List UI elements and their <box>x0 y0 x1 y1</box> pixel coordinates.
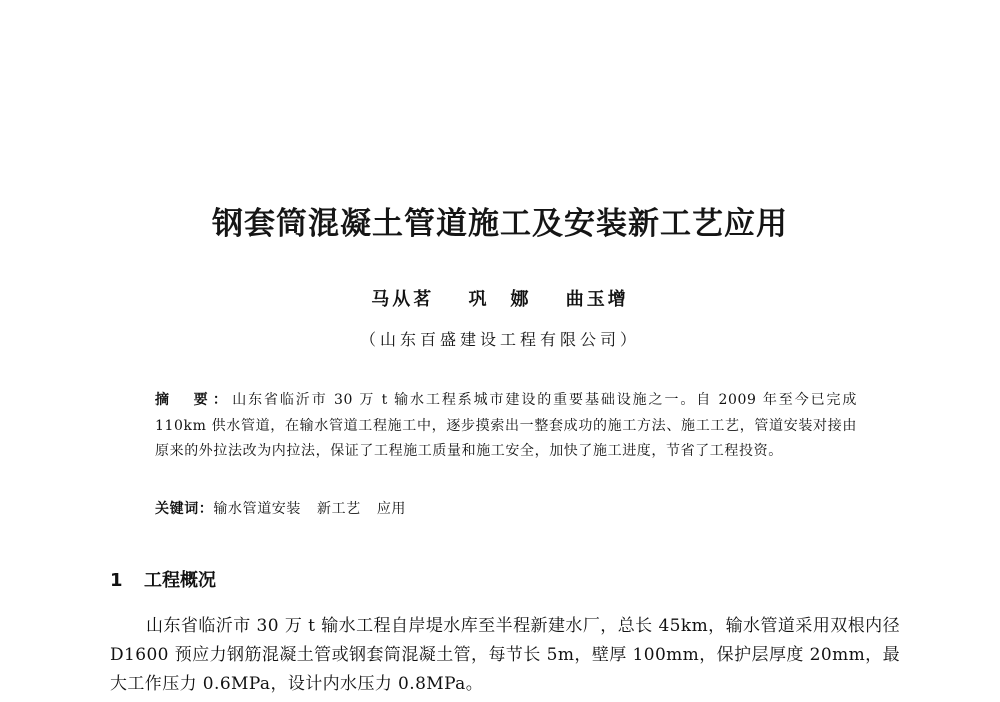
section-number: 1 <box>110 570 123 591</box>
paper-title: 钢套筒混凝土管道施工及安装新工艺应用 <box>212 206 788 242</box>
keyword: 新工艺 <box>317 501 361 517</box>
keyword: 输水管道安装 <box>213 501 302 517</box>
section-title: 工程概况 <box>144 570 216 591</box>
author-name: 马从茗 <box>371 289 435 310</box>
paragraph-text: 山东省临沂市 30 万 t 输水工程自岸堤水库至半程新建水厂，总长 45km，输水管道采用双根内径 D1600 预应力钢筋混凝土管或钢套筒混凝土管，每节长 5m，壁厚 100mm，保护层厚度 20mm，最大工作压力 0.6MPa，设计内水压力 0.8MPa。 <box>110 616 900 694</box>
abstract-label: 摘 要： <box>155 392 233 408</box>
keywords <box>155 498 422 518</box>
abstract <box>155 388 857 465</box>
section-heading <box>110 566 216 592</box>
body-paragraph <box>110 612 900 699</box>
author-name: 曲玉增 <box>565 289 629 310</box>
keyword: 应用 <box>376 501 407 517</box>
keywords-label: 关键词： <box>155 501 214 517</box>
abstract-text: 山东省临沂市 30 万 t 输水工程系城市建设的重要基础设施之一。自 2009 年至今已完成 110km 供水管道，在输水管道工程施工中，逐步摸索出一整套成功的施工方法、施工工艺，管道安装对接由原来的外拉法改为内拉法，保证了工程施工质量和施工安全，加快了施工进度，节省了工程投资。 <box>155 392 857 459</box>
author-name: 巩 娜 <box>468 289 532 310</box>
author-list <box>0 285 1000 311</box>
author-affiliation: （山东百盛建设工程有限公司） <box>359 330 640 349</box>
